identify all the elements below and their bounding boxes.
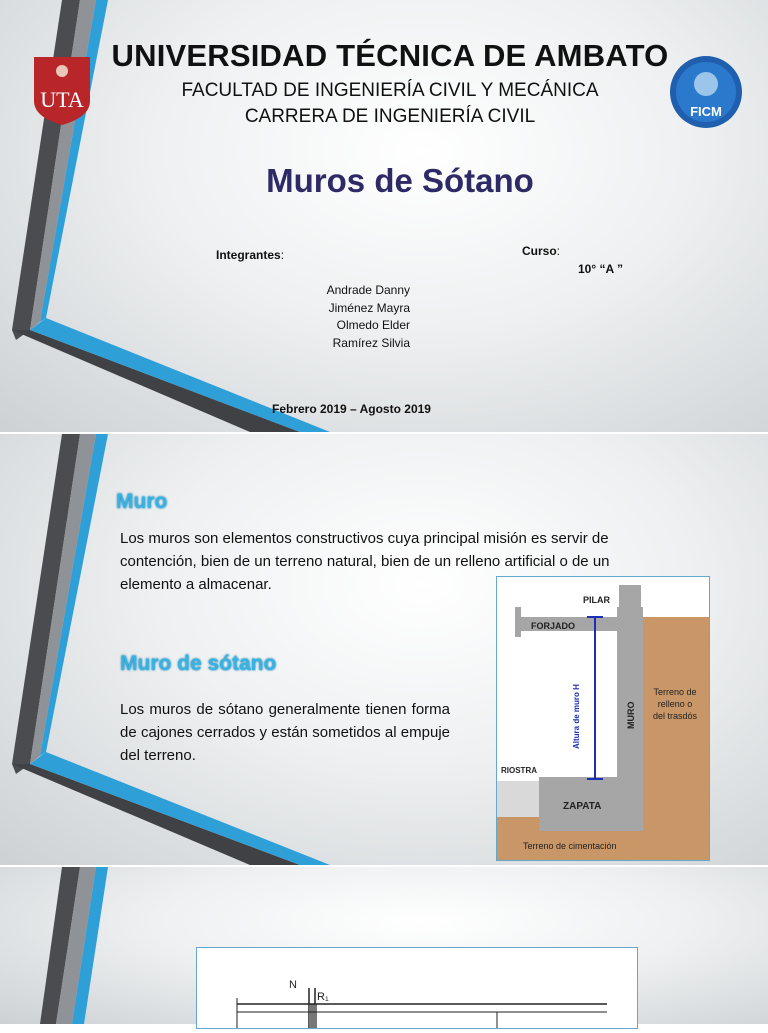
label-relleno: del trasdós bbox=[652, 711, 698, 721]
svg-text:FICM: FICM bbox=[690, 104, 722, 119]
basement-wall-diagram bbox=[496, 576, 710, 861]
career-subtitle: CARRERA DE INGENIERÍA CIVIL bbox=[244, 106, 536, 127]
ficm-logo bbox=[668, 54, 744, 130]
university-title: UNIVERSIDAD TÉCNICA DE AMBATO bbox=[111, 38, 669, 73]
course-label: Curso: bbox=[522, 244, 561, 258]
label-relleno: Terreno de bbox=[653, 687, 697, 697]
label-altura: Altura de muro H bbox=[572, 684, 581, 749]
label-n: N bbox=[289, 979, 297, 991]
member-name: Ramírez Silvia bbox=[332, 335, 410, 350]
members-label: Integrantes: bbox=[216, 248, 285, 262]
label-muro: MURO bbox=[626, 701, 636, 729]
structural-diagram bbox=[196, 947, 638, 1029]
member-name: Olmedo Elder bbox=[336, 318, 410, 332]
paragraph-muro-sotano: Los muros de sótano generalmente tienen forma de cajones cerrados y están sometidos al empuje del terreno. bbox=[120, 701, 450, 764]
label-forjado: FORJADO bbox=[531, 621, 576, 631]
label-relleno: relleno o bbox=[657, 699, 693, 709]
svg-text:UTA: UTA bbox=[40, 87, 84, 112]
uta-logo bbox=[30, 55, 94, 127]
member-name: Andrade Danny bbox=[326, 283, 410, 297]
label-riostra: RIOSTRA bbox=[501, 766, 537, 775]
label-zapata: ZAPATA bbox=[563, 801, 602, 812]
members-list bbox=[240, 282, 410, 352]
heading-muro-sotano: Muro de sótano bbox=[120, 652, 277, 675]
period-dates: Febrero 2019 – Agosto 2019 bbox=[272, 402, 431, 416]
heading-muro: Muro bbox=[116, 490, 168, 513]
title-slide bbox=[0, 0, 768, 432]
member-name: Jiménez Mayra bbox=[328, 300, 410, 315]
label-cimentacion: Terreno de cimentación bbox=[523, 841, 617, 851]
label-pilar: PILAR bbox=[583, 595, 610, 605]
paragraph-muro: Los muros son elementos constructivos cuya principal misión es servir de contención, bien de un terreno natural, bien de un relleno artificial o de un elemento a almacenar. bbox=[120, 530, 610, 593]
label-r1: R₁ bbox=[317, 991, 329, 1003]
course-value: 10° “A ” bbox=[578, 262, 624, 276]
faculty-subtitle: FACULTAD DE INGENIERÍA CIVIL Y MECÁNICA bbox=[181, 80, 599, 101]
presentation-title: Muros de Sótano bbox=[266, 162, 534, 199]
